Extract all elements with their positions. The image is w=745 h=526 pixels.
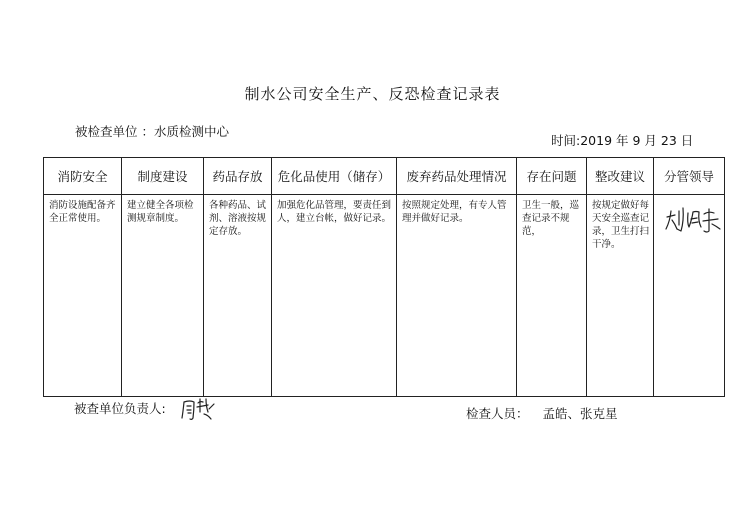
cell-waste-drug-disposal: 按照规定处理，有专人管理并做好记录。 — [397, 195, 517, 397]
table-row — [44, 195, 725, 397]
header-waste-drug-disposal: 废弃药品处理情况 — [397, 158, 517, 195]
document-title: 制水公司安全生产、反恐检查记录表 — [244, 85, 501, 103]
cell-leader-signature — [654, 195, 725, 397]
cell-rectification-suggestions: 按规定做好每天安全巡查记录，卫生打扫干净。 — [587, 195, 654, 397]
inspection-date: 时间:2019 年 9 月 23 日 — [551, 133, 694, 148]
inspection-table — [43, 157, 725, 397]
inspectors — [466, 404, 618, 422]
cell-drug-storage: 各种药品、试剂、溶液按规定存放。 — [204, 195, 272, 397]
table-header-row — [44, 158, 725, 195]
cell-existing-problems: 卫生一般，巡查记录不规范， — [517, 195, 587, 397]
leader-signature — [663, 203, 725, 237]
header-hazardous-chemicals: 危化品使用（储存） — [272, 158, 397, 195]
header-leader-in-charge: 分管领导 — [654, 158, 725, 195]
inspected-unit: 被检查单位 ：水质检测中心 — [75, 124, 229, 139]
header-system-building: 制度建设 — [122, 158, 204, 195]
header-fire-safety: 消防安全 — [44, 158, 122, 195]
cell-hazardous-chemicals: 加强危化品管理，要责任到人，建立台帐，做好记录。 — [272, 195, 397, 397]
header-rectification-suggestions: 整改建议 — [587, 158, 654, 195]
header-existing-problems: 存在问题 — [517, 158, 587, 195]
inspectors-label: 检查人员： — [466, 406, 529, 421]
cell-fire-safety: 消防设施配备齐全正常使用。 — [44, 195, 122, 397]
header-drug-storage: 药品存放 — [204, 158, 272, 195]
cell-system-building: 建立健全各项检测规章制度。 — [122, 195, 204, 397]
responsible-signature — [178, 394, 218, 424]
inspectors-names: 孟皓、张克星 — [542, 406, 618, 421]
responsible-person-label: 被查单位负责人: — [74, 401, 166, 416]
